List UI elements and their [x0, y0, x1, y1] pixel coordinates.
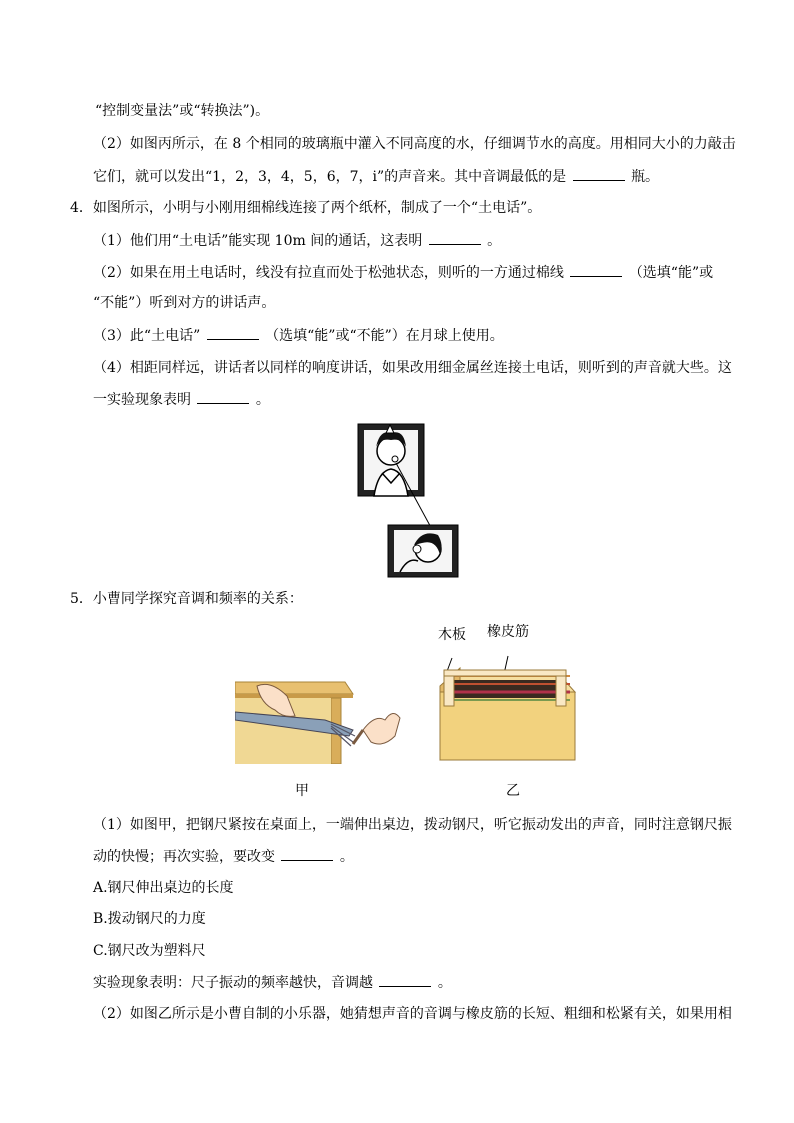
q4-part4-text: 一实验现象表明 — [93, 392, 191, 408]
answer-blank[interactable] — [573, 166, 625, 181]
q4-part2-text: （2）如果在用土电话时，线没有拉直而处于松弛状态，则听的一方通过棉线 — [93, 265, 564, 281]
q4-part2-tail: （选填“能”或 — [628, 265, 714, 281]
q4-part2-line-b: “不能”）听到对方的讲话声。 — [93, 295, 276, 311]
ruler-figure — [235, 674, 410, 764]
speaker-panel — [358, 424, 424, 496]
q4-part1-text: （1）他们用“土电话”能实现 10m 间的通话，这表明 — [93, 233, 423, 249]
rubber-band-instrument-figure — [430, 640, 580, 765]
caption-yi: 乙 — [506, 783, 520, 799]
answer-blank[interactable] — [570, 262, 622, 277]
answer-blank[interactable] — [207, 325, 259, 340]
q5-part1-line-b — [93, 846, 354, 867]
answer-blank[interactable] — [197, 389, 249, 404]
label-board: 木板 — [438, 627, 466, 643]
q3-part2-tail: 瓶。 — [631, 169, 660, 185]
q4-part3-text: （3）此“土电话” — [93, 328, 201, 344]
q3-part2-line-b — [93, 166, 659, 187]
listener-panel — [388, 525, 458, 577]
label-rubber-band: 橡皮筋 — [487, 624, 529, 640]
q5-part2-line-a: （2）如图乙所示是小曹自制的小乐器，她猜想声音的音调与橡皮筋的长短、粗细和松紧有关，如果用相 — [93, 1006, 732, 1022]
option-b[interactable]: B.拨动钢尺的力度 — [93, 911, 206, 927]
q4-part4-line-a: （4）相距同样远，讲话者以同样的响度讲话，如果改用细金属丝连接土电话，则听到的声音就大些。这 — [93, 360, 732, 376]
q3-part2-text: 它们，就可以发出“1，2，3，4，5，6，7，i”的声音来。其中音调最低的是 — [93, 169, 567, 185]
q4-part4-line-b — [93, 389, 270, 410]
q3-part2-line-a: （2）如图丙所示，在 8 个相同的玻璃瓶中灌入不同高度的水，仔细调节水的高度。用相同大小的力敲击 — [93, 136, 736, 152]
q4-part2-line-a — [93, 262, 713, 283]
q5-conclusion — [93, 972, 452, 993]
q4-stem: 4．如图所示，小明与小刚用细棉线连接了两个纸杯，制成了一个“土电话”。 — [70, 200, 542, 216]
q4-part1 — [93, 230, 501, 251]
q5-part1-line-a: （1）如图甲，把钢尺紧按在桌面上，一端伸出桌边，拨动钢尺，听它振动发出的声音，同时注意钢尺振 — [93, 817, 732, 833]
tin-can-phone-figure — [352, 421, 462, 579]
q5-conclusion-tail: 。 — [437, 975, 452, 991]
q3-cont-line: “控制变量法”或“转换法”)。 — [95, 103, 270, 119]
answer-blank[interactable] — [281, 846, 333, 861]
caption-jia: 甲 — [295, 783, 309, 799]
option-a[interactable]: A.钢尺伸出桌边的长度 — [93, 880, 234, 896]
q5-stem: 5．小曹同学探究音调和频率的关系： — [70, 591, 303, 607]
answer-blank[interactable] — [429, 230, 481, 245]
answer-blank[interactable] — [379, 972, 431, 987]
q4-part4-tail: 。 — [255, 392, 270, 408]
q4-part3 — [93, 325, 504, 346]
q5-part1-tail: 。 — [339, 849, 354, 865]
q5-conclusion-text: 实验现象表明：尺子振动的频率越快，音调越 — [93, 975, 373, 991]
q5-part1-text: 动的快慢；再次实验，要改变 — [93, 849, 275, 865]
q4-part3-tail: （选填“能”或“不能”）在月球上使用。 — [265, 328, 504, 344]
q4-part1-tail: 。 — [487, 233, 502, 249]
option-c[interactable]: C.钢尺改为塑料尺 — [93, 943, 206, 959]
